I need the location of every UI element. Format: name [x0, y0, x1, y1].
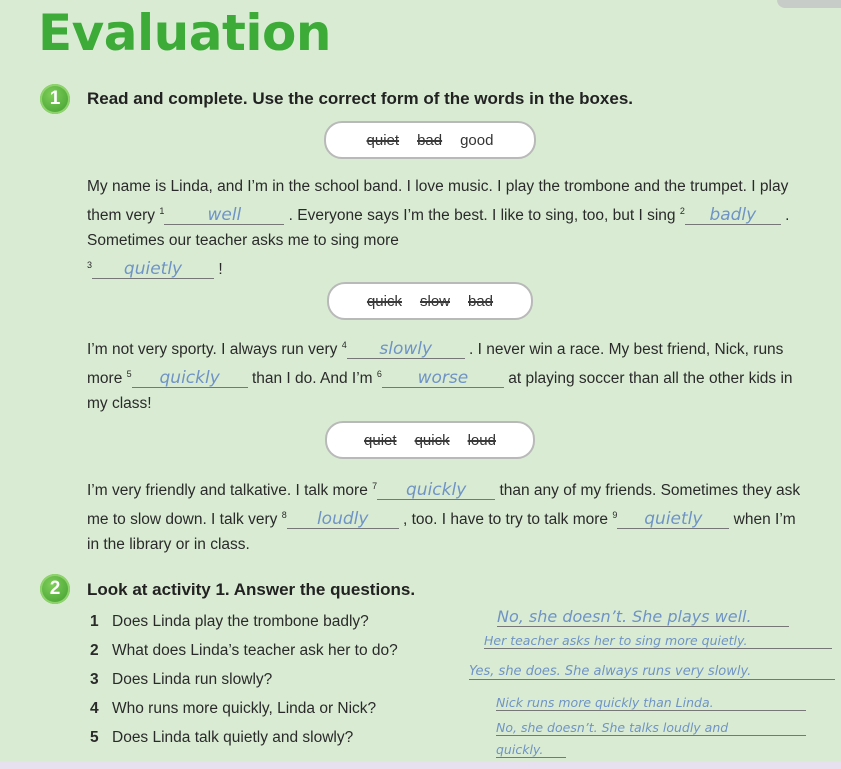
paragraph-text: My name is Linda, and I’m in the school band. I love music. I play the trombone and the trumpet. I play them very [87, 178, 789, 225]
paragraph-text: I’m not very sporty. I always run very [87, 341, 342, 359]
paragraph-2 [87, 333, 807, 416]
answer-5-continued[interactable]: quickly. [496, 742, 566, 758]
answer-2[interactable]: Her teacher asks her to sing more quietly. [484, 633, 832, 649]
answer-blank-2[interactable]: badly [685, 206, 781, 225]
blank-number: 3 [87, 260, 93, 271]
word-box-3-word: loud [467, 431, 496, 449]
answer-1[interactable]: No, she doesn’t. She plays well. [497, 607, 789, 627]
question-text: Does Linda talk quietly and slowly? [112, 729, 354, 746]
paragraph-text: at playing soccer than all the other kids in my class! [87, 370, 793, 413]
question-number: 5 [90, 729, 99, 746]
word-box-1-word: good [460, 131, 494, 149]
question-item [90, 694, 398, 723]
question-text: Who runs more quickly, Linda or Nick? [112, 700, 377, 717]
blank-number: 9 [612, 510, 618, 521]
paragraph-text: . Sometimes our teacher asks me to sing more [87, 207, 790, 250]
paragraph-text: when I’m in the library or in class. [87, 511, 796, 554]
question-number: 3 [90, 671, 99, 688]
page-corner-tab [777, 0, 841, 8]
blank-number: 7 [372, 481, 378, 491]
paragraph-text: I’m very friendly and talkative. I talk more [87, 482, 373, 500]
blank-number: 1 [159, 206, 165, 216]
question-list [90, 607, 398, 752]
answer-blank-8[interactable]: loudly [287, 510, 399, 529]
word-box-2 [327, 282, 533, 320]
answer-blank-3[interactable]: quietly [92, 260, 214, 279]
question-text: Does Linda play the trombone badly? [112, 613, 369, 630]
answer-3[interactable]: Yes, she does. She always runs very slowly. [469, 664, 835, 680]
word-box-1-word: quiet [366, 131, 400, 149]
paragraph-1 [87, 174, 807, 282]
question-item [90, 723, 398, 752]
question-item [90, 636, 398, 665]
bottom-strip [0, 761, 841, 769]
word-box-3 [325, 421, 535, 459]
answer-blank-9[interactable]: quietly [617, 510, 729, 529]
question-text: Does Linda run slowly? [112, 671, 273, 688]
blank-number: 6 [376, 369, 382, 380]
question-item [90, 607, 398, 636]
question-number: 4 [90, 700, 99, 717]
word-box-1-word: bad [417, 131, 443, 149]
page-title: Evaluation [38, 4, 331, 62]
answer-blank-5[interactable]: quickly [132, 369, 248, 388]
word-box-3-word: quiet [364, 431, 397, 449]
answer-blank-1[interactable]: well [164, 206, 284, 225]
blank-number: 5 [126, 369, 132, 380]
question-text: What does Linda’s teacher ask her to do? [112, 642, 398, 659]
question-item [90, 665, 398, 694]
paragraph-text: than I do. And I’m [247, 370, 377, 388]
paragraph-text: . I never win a race. My best friend, Nick, runs more [87, 341, 784, 388]
answer-blank-6[interactable]: worse [382, 369, 504, 388]
activity-1-instruction: Read and complete. Use the correct form of the words in the boxes. [87, 89, 634, 108]
paragraph-text: , too. I have to try to talk more [398, 511, 613, 529]
blank-number: 2 [679, 206, 685, 216]
word-box-3-word: quick [414, 431, 450, 449]
word-box-2-word: slow [419, 292, 450, 310]
paragraph-text: than any of my friends. Sometimes they ask me to slow down. I talk very [87, 482, 801, 529]
paragraph-text: . Everyone says I’m the best. I like to sing, too, but I sing [284, 207, 680, 225]
paragraph-3 [87, 474, 807, 557]
activity-2-instruction: Look at activity 1. Answer the questions. [87, 580, 416, 599]
activity-1-number-badge: 1 [40, 84, 70, 114]
blank-number: 8 [281, 510, 287, 521]
answer-4[interactable]: Nick runs more quickly than Linda. [496, 695, 806, 711]
answer-blank-4[interactable]: slowly [347, 340, 465, 359]
question-number: 2 [90, 642, 99, 659]
word-box-2-word: bad [468, 292, 494, 310]
paragraph-text: ! [214, 261, 223, 279]
activity-2-number-badge: 2 [40, 574, 70, 604]
word-box-1 [324, 121, 536, 159]
word-box-2-word: quick [366, 292, 402, 310]
blank-number: 4 [341, 340, 347, 350]
answer-5[interactable]: No, she doesn’t. She talks loudly and [496, 720, 806, 736]
answer-blank-7[interactable]: quickly [377, 481, 495, 500]
question-number: 1 [90, 613, 99, 630]
